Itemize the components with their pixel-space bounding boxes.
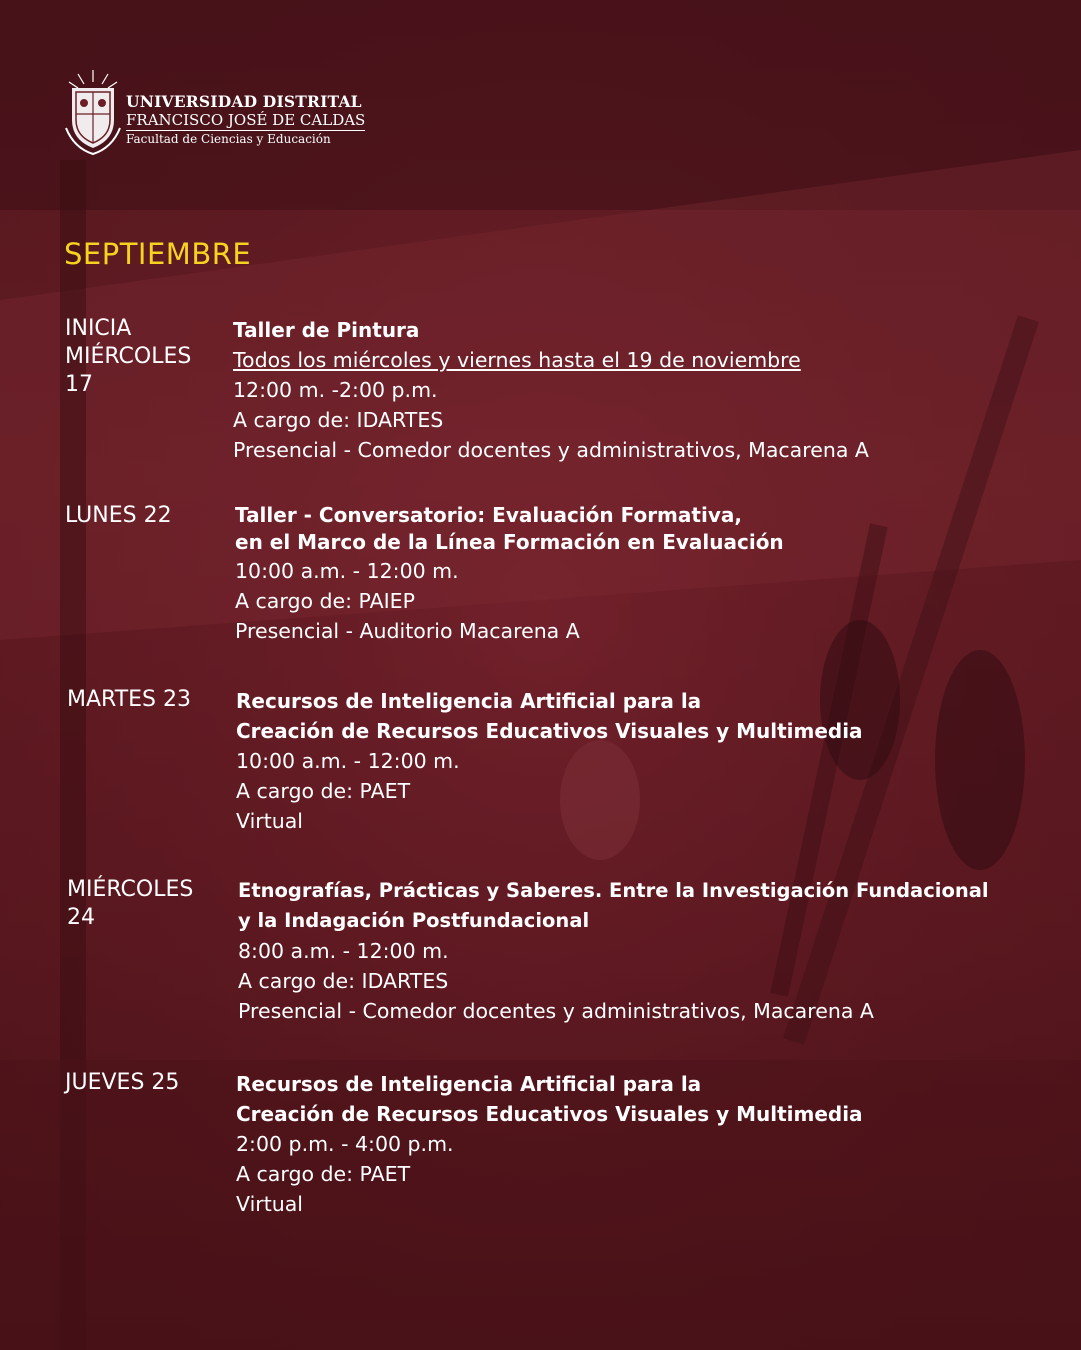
- event-location: Presencial - Comedor docentes y administrativos, Macarena A: [233, 438, 869, 462]
- event-title-line: Recursos de Inteligencia Artificial para la: [236, 689, 702, 713]
- event-date: MIÉRCOLES 24: [67, 877, 194, 930]
- event-location: Virtual: [236, 809, 303, 833]
- event-title-line: Etnografías, Prácticas y Saberes. Entre la Investigación Fundacional: [238, 879, 989, 902]
- logo-university-subname: FRANCISCO JOSÉ DE CALDAS: [126, 111, 366, 129]
- logo-faculty-name: Facultad de Ciencias y Educación: [126, 132, 331, 146]
- event-title-line: y la Indagación Postfundacional: [238, 909, 590, 932]
- event-host: A cargo de: PAIEP: [235, 589, 415, 613]
- event-details: [235, 502, 784, 646]
- event-location: Virtual: [236, 1192, 303, 1216]
- event-time: 10:00 a.m. - 12:00 m.: [236, 749, 460, 773]
- event-host: A cargo de: PAET: [236, 779, 411, 803]
- event-time: 8:00 a.m. - 12:00 m.: [238, 939, 449, 963]
- event-date: MARTES 23: [67, 687, 192, 712]
- event-host: A cargo de: IDARTES: [233, 408, 444, 432]
- event-details: [236, 686, 863, 836]
- event-host: A cargo de: IDARTES: [238, 969, 449, 993]
- event-location: Presencial - Comedor docentes y administrativos, Macarena A: [238, 999, 874, 1023]
- event-title: Taller de Pintura: [233, 318, 420, 342]
- event-location: Presencial - Auditorio Macarena A: [235, 619, 580, 643]
- month-heading: SEPTIEMBRE: [64, 237, 252, 271]
- event-date: INICIA MIÉRCOLES 17: [65, 316, 192, 397]
- university-crest-icon: [64, 68, 122, 156]
- event-details: [238, 876, 989, 1026]
- logo-university-name: UNIVERSIDAD DISTRITAL: [126, 92, 362, 111]
- event-title-line: en el Marco de la Línea Formación en Evaluación: [235, 530, 784, 554]
- event-host: A cargo de: PAET: [236, 1162, 411, 1186]
- event-time: 2:00 p.m. - 4:00 p.m.: [236, 1132, 454, 1156]
- event-details: [233, 315, 869, 465]
- event-date: JUEVES 25: [65, 1070, 180, 1095]
- event-title-line: Creación de Recursos Educativos Visuales y Multimedia: [236, 719, 863, 743]
- event-time: 12:00 m. -2:00 p.m.: [233, 378, 438, 402]
- event-title-line: Taller - Conversatorio: Evaluación Formativa,: [235, 503, 742, 527]
- event-title-line: Recursos de Inteligencia Artificial para la: [236, 1072, 702, 1096]
- event-time: 10:00 a.m. - 12:00 m.: [235, 559, 459, 583]
- event-title-line: Creación de Recursos Educativos Visuales y Multimedia: [236, 1102, 863, 1126]
- event-note-link[interactable]: Todos los miércoles y viernes hasta el 19 de noviembre: [233, 348, 801, 372]
- event-date: LUNES 22: [65, 503, 172, 528]
- university-logo: [64, 68, 366, 156]
- event-details: [236, 1069, 863, 1219]
